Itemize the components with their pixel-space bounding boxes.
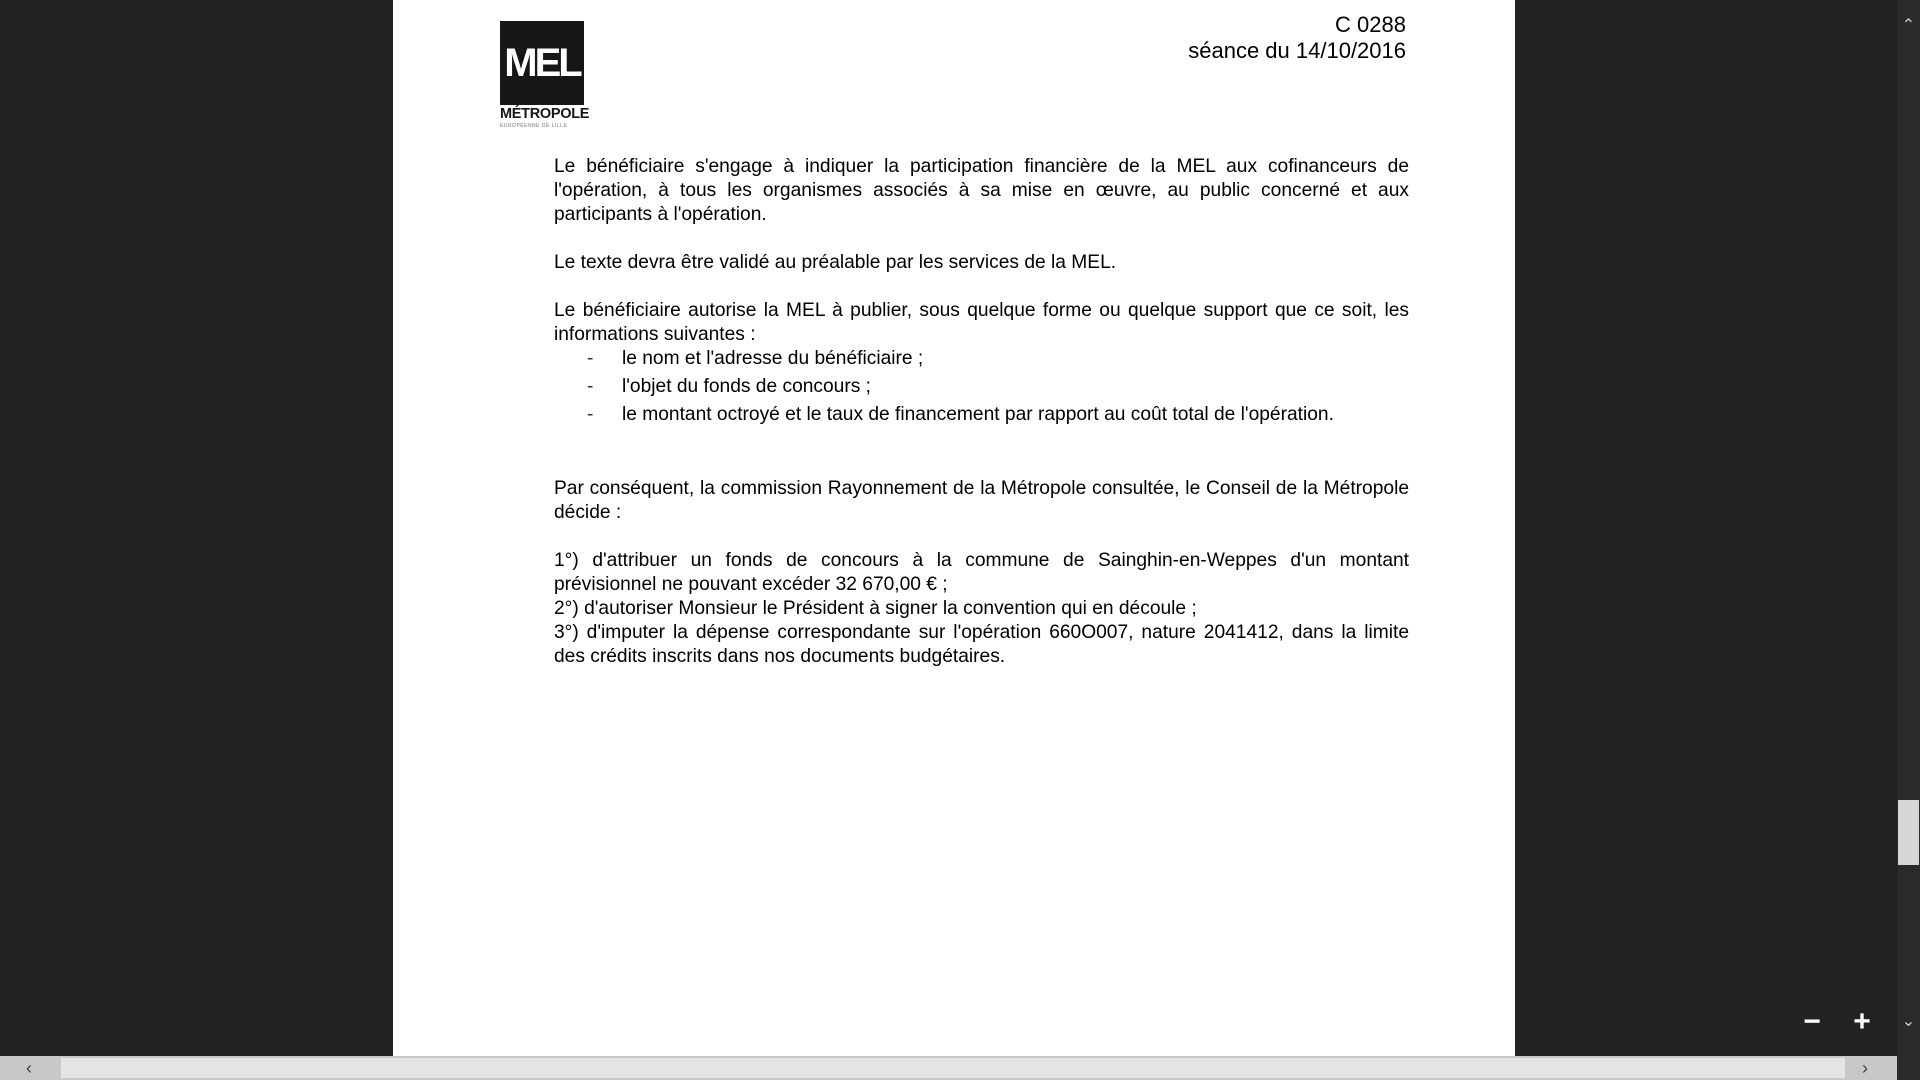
list-item xyxy=(554,375,1409,403)
paragraph-participation: Le bénéficiaire s'engage à indiquer la participation financière de la MEL aux cofinanceurs de l'opération, à tous les organismes associés à sa mise en œuvre, au public concerné et aux participants à l'opération. xyxy=(554,156,1409,225)
decision-1: 1°) d'attribuer un fonds de concours à la commune de Sainghin-en-Weppes d'un montant prévisionnel ne pouvant excéder 32 670,00 € ; xyxy=(554,550,1409,595)
information-list xyxy=(554,347,1409,431)
horizontal-scroll-thumb[interactable] xyxy=(61,1058,1845,1078)
paragraph-decision-intro: Par conséquent, la commission Rayonnement de la Métropole consultée, le Conseil de la Métropole décide : xyxy=(554,478,1409,523)
horizontal-scrollbar[interactable] xyxy=(0,1056,1897,1080)
reference-header xyxy=(1188,12,1406,64)
mel-logo xyxy=(500,21,590,129)
session-date: séance du 14/10/2016 xyxy=(1188,38,1406,63)
bullet-marker: - xyxy=(587,404,594,425)
zoom-in-button[interactable]: + xyxy=(1853,1005,1871,1038)
list-item-text: le montant octroyé et le taux de financement par rapport au coût total de l'opération. xyxy=(622,404,1334,425)
vertical-scrollbar[interactable] xyxy=(1897,0,1920,1080)
scroll-up-icon[interactable]: ⌃ xyxy=(1901,17,1916,34)
logo-mark: MEL xyxy=(500,21,584,105)
list-item-text: le nom et l'adresse du bénéficiaire ; xyxy=(622,348,924,369)
logo-name: MÉTROPOLE xyxy=(500,106,590,122)
document-page xyxy=(393,0,1515,1056)
decision-3: 3°) d'imputer la dépense correspondante sur l'opération 660O007, nature 2041412, dans la limite des crédits inscrits dans nos documents budgétaires. xyxy=(554,622,1409,667)
bullet-marker: - xyxy=(587,376,594,397)
bullet-marker: - xyxy=(587,348,594,369)
vertical-scroll-thumb[interactable] xyxy=(1898,800,1919,865)
document-body xyxy=(554,155,1409,669)
list-item xyxy=(554,403,1409,431)
scroll-left-icon[interactable]: ‹ xyxy=(26,1058,32,1078)
zoom-out-button[interactable]: − xyxy=(1803,1005,1821,1038)
decision-2: 2°) d'autoriser Monsieur le Président à signer la convention qui en découle ; xyxy=(554,598,1197,619)
reference-code: C 0288 xyxy=(1335,12,1406,37)
scroll-down-icon[interactable]: ⌄ xyxy=(1901,1013,1916,1030)
logo-subtitle: EUROPÉENNE DE LILLE xyxy=(500,122,568,129)
paragraph-validation: Le texte devra être validé au préalable par les services de la MEL. xyxy=(554,252,1117,273)
list-item-text: l'objet du fonds de concours ; xyxy=(622,376,871,397)
paragraph-publication: Le bénéficiaire autorise la MEL à publier, sous quelque forme ou quelque support que ce soit, les informations suivantes : xyxy=(554,300,1409,345)
scroll-right-icon[interactable]: › xyxy=(1862,1058,1868,1078)
list-item xyxy=(554,347,1409,375)
